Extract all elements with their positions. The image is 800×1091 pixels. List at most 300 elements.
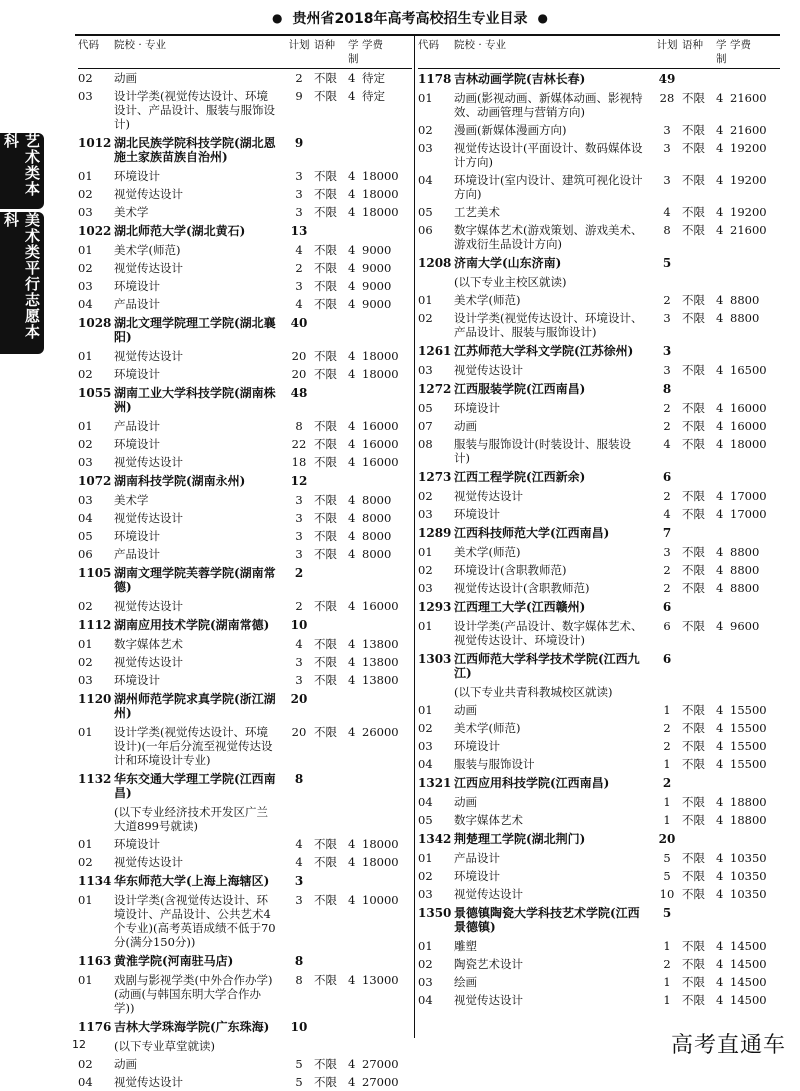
- fee-cell: [362, 692, 412, 720]
- code-cell: 1176: [78, 1020, 112, 1034]
- language-cell: 不限: [314, 261, 337, 275]
- language-cell: 不限: [682, 795, 705, 809]
- years-cell: 4: [348, 279, 356, 293]
- fee-cell: 16000: [730, 419, 767, 433]
- institution-row: [78, 563, 412, 597]
- major-row: [78, 723, 412, 769]
- fee-cell: [362, 224, 412, 238]
- plan-cell: 4: [295, 243, 303, 257]
- fee-cell: 9000: [362, 261, 392, 275]
- fee-cell: 15500: [730, 739, 767, 753]
- name-cell: 动画(影视动画、新媒体动画、影视特效、动画管理与营销方向): [454, 91, 643, 119]
- plan-cell: 8: [662, 382, 672, 396]
- language-cell: 不限: [314, 89, 337, 103]
- language-cell: [314, 136, 348, 164]
- years-cell: 4: [348, 529, 356, 543]
- years-cell: 4: [716, 887, 724, 901]
- language-cell: 不限: [682, 703, 705, 717]
- code-cell: 1022: [78, 224, 112, 238]
- name-cell: 湖南应用技术学院(湖南常德): [114, 618, 270, 632]
- years-cell: 4: [348, 437, 356, 451]
- side-tab-art-undergrad: 艺术类本科: [0, 133, 44, 209]
- fee-cell: 8000: [362, 529, 392, 543]
- header-name-cell: 院校 · 专业: [114, 39, 167, 51]
- code-cell: 02: [78, 437, 93, 451]
- code-cell: 01: [78, 419, 93, 433]
- language-cell: 不限: [682, 401, 705, 415]
- fee-cell: [730, 526, 780, 540]
- fee-cell: 13800: [362, 673, 399, 687]
- major-row: [418, 617, 780, 649]
- years-cell: [716, 685, 730, 699]
- major-row: [418, 121, 780, 139]
- language-cell: 不限: [682, 507, 705, 521]
- years-cell: 4: [348, 89, 356, 103]
- major-row: [418, 849, 780, 867]
- code-cell: 01: [418, 703, 433, 717]
- page-header: [230, 5, 590, 31]
- fee-cell: 13800: [362, 637, 399, 651]
- years-cell: 4: [716, 507, 724, 521]
- fee-cell: [362, 618, 412, 632]
- name-cell: 环境设计: [114, 529, 160, 543]
- name-cell: 视觉传达设计: [114, 349, 183, 363]
- fee-cell: 16000: [362, 599, 399, 613]
- plan-cell: 49: [658, 72, 676, 86]
- language-cell: 不限: [314, 855, 337, 869]
- fee-cell: 9000: [362, 297, 392, 311]
- major-row: [78, 241, 412, 259]
- major-row: [78, 453, 412, 471]
- major-row: [418, 811, 780, 829]
- institution-row: [78, 221, 412, 241]
- code-cell: 1350: [418, 906, 452, 920]
- code-cell: 02: [418, 311, 433, 325]
- years-cell: 4: [348, 725, 356, 739]
- years-cell: 4: [348, 205, 356, 219]
- plan-cell: 3: [294, 874, 304, 888]
- major-row: [78, 671, 412, 689]
- code-cell: 03: [418, 363, 433, 377]
- name-cell: 湖南工业大学科技学院(湖南株洲): [114, 386, 276, 414]
- language-cell: [314, 224, 348, 238]
- years-cell: 4: [348, 261, 356, 275]
- name-cell: 江西科技师范大学(江西南昌): [454, 526, 610, 540]
- language-cell: [682, 832, 716, 846]
- column-divider: [414, 36, 415, 1038]
- code-cell: 1289: [418, 526, 452, 540]
- fee-cell: 15500: [730, 757, 767, 771]
- side-tab-fine-art-parallel: 美术类平行志愿本科: [0, 212, 44, 354]
- code-cell: 03: [418, 739, 433, 753]
- major-row: [78, 653, 412, 671]
- code-cell: 01: [418, 545, 433, 559]
- years-cell: 4: [716, 619, 724, 633]
- fee-cell: [730, 776, 780, 790]
- major-row: [78, 435, 412, 453]
- code-cell: 01: [418, 851, 433, 865]
- fee-cell: 18800: [730, 813, 767, 827]
- plan-cell: 20: [290, 692, 308, 706]
- language-cell: [682, 526, 716, 540]
- code-cell: 05: [418, 813, 433, 827]
- years-cell: [348, 1039, 362, 1053]
- language-cell: 不限: [682, 173, 705, 187]
- plan-cell: 6: [663, 619, 671, 633]
- language-cell: 不限: [682, 363, 705, 377]
- fee-cell: 21600: [730, 123, 767, 137]
- plan-cell: 2: [663, 581, 671, 595]
- years-cell: 4: [348, 855, 356, 869]
- name-cell: 景德镇陶瓷大学科技艺术学院(江西景德镇): [454, 906, 640, 934]
- code-cell: 04: [78, 511, 93, 525]
- listing-column-right: [418, 37, 780, 1009]
- major-row: [418, 139, 780, 171]
- name-cell: 服装与服饰设计: [454, 757, 535, 771]
- language-cell: 不限: [314, 973, 337, 987]
- header-fee-cell: 学费: [362, 39, 383, 51]
- code-cell: 01: [78, 243, 93, 257]
- plan-cell: 3: [295, 279, 303, 293]
- name-cell: 戏剧与影视学类(中外合作办学)(动画(与韩国东明大学合作办学)): [114, 973, 273, 1015]
- code-cell: 05: [418, 205, 433, 219]
- years-cell: 4: [716, 581, 724, 595]
- code-cell: 06: [418, 223, 433, 237]
- major-row: [78, 803, 412, 835]
- name-cell: 设计学类(视觉传达设计、环境设计、产品设计、服装与服饰设计): [114, 89, 275, 131]
- page-number: 12: [72, 1038, 86, 1051]
- language-cell: 不限: [682, 739, 705, 753]
- language-cell: 不限: [314, 279, 337, 293]
- code-cell: 02: [418, 563, 433, 577]
- major-row: [78, 1037, 412, 1055]
- major-row: [418, 399, 780, 417]
- plan-cell: 3: [295, 655, 303, 669]
- institution-row: [78, 769, 412, 803]
- fee-cell: 15500: [730, 721, 767, 735]
- fee-cell: [362, 1039, 412, 1053]
- major-row: [78, 277, 412, 295]
- institution-row: [78, 471, 412, 491]
- language-cell: [682, 275, 716, 289]
- name-cell: 环境设计: [454, 401, 500, 415]
- fee-cell: 16500: [730, 363, 767, 377]
- fee-cell: [362, 316, 412, 344]
- name-cell: 绘画: [454, 975, 477, 989]
- fee-cell: 26000: [362, 725, 399, 739]
- language-cell: 不限: [314, 493, 337, 507]
- major-row: [418, 221, 780, 253]
- fee-cell: [362, 772, 412, 800]
- plan-cell: 3: [295, 893, 303, 907]
- years-cell: 4: [716, 437, 724, 451]
- code-cell: 1012: [78, 136, 112, 150]
- name-cell: 美术学(师范): [454, 721, 521, 735]
- fee-cell: 14500: [730, 993, 767, 1007]
- fee-cell: [362, 874, 412, 888]
- plan-cell: 2: [662, 776, 672, 790]
- institution-row: [418, 649, 780, 683]
- name-cell: 荆楚理工学院(湖北荆门): [454, 832, 586, 846]
- fee-cell: 9600: [730, 619, 760, 633]
- plan-cell: 28: [659, 91, 675, 105]
- code-cell: 03: [418, 507, 433, 521]
- years-cell: 4: [716, 205, 724, 219]
- institution-row: [418, 597, 780, 617]
- fee-cell: 8800: [730, 293, 760, 307]
- major-row: [78, 185, 412, 203]
- name-cell: 黄淮学院(河南驻马店): [114, 954, 234, 968]
- fee-cell: [730, 470, 780, 484]
- fee-cell: [730, 832, 780, 846]
- name-cell: 湖北师范大学(湖北黄石): [114, 224, 246, 238]
- plan-cell: 1: [663, 813, 671, 827]
- language-cell: 不限: [314, 367, 337, 381]
- code-cell: 01: [78, 893, 93, 907]
- listing-column-left: [78, 37, 412, 1091]
- years-cell: [348, 954, 362, 968]
- language-cell: [314, 316, 348, 344]
- plan-cell: 3: [663, 545, 671, 559]
- name-cell: 视觉传达设计: [114, 599, 183, 613]
- name-cell: 设计学类(视觉传达设计、环境设计)(一年后分流至视觉传达设计和环境设计专业): [114, 725, 273, 767]
- header-code-cell: 代码: [78, 39, 99, 51]
- name-cell: 环境设计: [114, 673, 160, 687]
- code-cell: 1321: [418, 776, 452, 790]
- language-cell: 不限: [314, 297, 337, 311]
- code-cell: 02: [78, 367, 93, 381]
- name-cell: 江西师范大学科学技术学院(江西九江): [454, 652, 640, 680]
- years-cell: 4: [716, 141, 724, 155]
- language-cell: 不限: [682, 581, 705, 595]
- major-row: [418, 505, 780, 523]
- years-cell: 4: [716, 545, 724, 559]
- plan-cell: 8: [294, 954, 304, 968]
- years-cell: 4: [716, 123, 724, 137]
- years-cell: 4: [348, 297, 356, 311]
- language-cell: [682, 72, 716, 86]
- fee-cell: [362, 386, 412, 414]
- language-cell: [682, 600, 716, 614]
- major-row: [418, 937, 780, 955]
- fee-cell: [362, 805, 412, 833]
- plan-cell: 8: [663, 223, 671, 237]
- plan-cell: 8: [294, 772, 304, 786]
- plan-cell: 3: [295, 493, 303, 507]
- fee-cell: [730, 906, 780, 934]
- name-cell: 美术学(师范): [454, 545, 521, 559]
- years-cell: 4: [716, 957, 724, 971]
- fee-cell: [730, 275, 780, 289]
- institution-row: [78, 871, 412, 891]
- major-row: [418, 719, 780, 737]
- years-cell: [348, 566, 362, 594]
- code-cell: 01: [78, 837, 93, 851]
- institution-row: [418, 773, 780, 793]
- code-cell: 1178: [418, 72, 452, 86]
- name-cell: 美术学: [114, 493, 149, 507]
- years-cell: 4: [716, 757, 724, 771]
- major-row: [418, 737, 780, 755]
- language-cell: [682, 382, 716, 396]
- major-row: [78, 1073, 412, 1091]
- plan-cell: 1: [663, 757, 671, 771]
- name-cell: 美术学: [114, 205, 149, 219]
- code-cell: 02: [418, 489, 433, 503]
- code-cell: 03: [78, 455, 93, 469]
- code-cell: 1303: [418, 652, 452, 666]
- fee-cell: 14500: [730, 975, 767, 989]
- code-cell: 1208: [418, 256, 452, 270]
- language-cell: 不限: [682, 975, 705, 989]
- name-cell: 视觉传达设计: [454, 993, 523, 1007]
- code-cell: 1273: [418, 470, 452, 484]
- language-cell: 不限: [682, 141, 705, 155]
- years-cell: [348, 386, 362, 414]
- fee-cell: 18000: [362, 187, 399, 201]
- plan-cell: 6: [662, 652, 672, 666]
- language-cell: 不限: [314, 71, 337, 85]
- header-rule: [75, 34, 780, 36]
- header-name-cell: 院校 · 专业: [454, 39, 507, 51]
- code-cell: 02: [78, 187, 93, 201]
- plan-cell: 3: [662, 344, 672, 358]
- name-cell: 动画: [454, 419, 477, 433]
- major-row: [418, 543, 780, 561]
- institution-row: [78, 1017, 412, 1037]
- name-cell: 环境设计(含职教师范): [454, 563, 567, 577]
- name-cell: (以下专业共青科教城校区就读): [454, 685, 613, 699]
- fee-cell: 16000: [362, 455, 399, 469]
- fee-cell: 16000: [362, 419, 399, 433]
- institution-row: [78, 133, 412, 167]
- fee-cell: [362, 954, 412, 968]
- header-years-cell: 学制: [716, 39, 727, 65]
- fee-cell: 8800: [730, 545, 760, 559]
- major-row: [78, 597, 412, 615]
- code-cell: 1112: [78, 618, 112, 632]
- table-header: [78, 37, 412, 69]
- major-row: [418, 683, 780, 701]
- years-cell: [716, 256, 730, 270]
- name-cell: 江西应用科技学院(江西南昌): [454, 776, 610, 790]
- name-cell: (以下专业经济技术开发区广兰大道899号就读): [114, 805, 268, 833]
- major-row: [418, 487, 780, 505]
- code-cell: 05: [418, 401, 433, 415]
- fee-cell: 19200: [730, 173, 767, 187]
- fee-cell: 8000: [362, 493, 392, 507]
- language-cell: 不限: [682, 545, 705, 559]
- fee-cell: 18000: [362, 169, 399, 183]
- language-cell: [314, 692, 348, 720]
- plan-cell: 4: [663, 507, 671, 521]
- years-cell: 4: [716, 703, 724, 717]
- institution-row: [78, 615, 412, 635]
- language-cell: [314, 805, 348, 833]
- plan-cell: 2: [295, 71, 303, 85]
- header-code-cell: 代码: [418, 39, 439, 51]
- plan-cell: 10: [659, 887, 675, 901]
- institution-row: [78, 689, 412, 723]
- years-cell: 4: [348, 973, 356, 987]
- years-cell: 4: [716, 173, 724, 187]
- language-cell: 不限: [682, 205, 705, 219]
- name-cell: 视觉传达设计: [114, 455, 183, 469]
- years-cell: [348, 618, 362, 632]
- language-cell: 不限: [682, 619, 705, 633]
- language-cell: 不限: [314, 1057, 337, 1071]
- years-cell: [348, 772, 362, 800]
- major-row: [78, 365, 412, 383]
- language-cell: 不限: [314, 437, 337, 451]
- major-row: [418, 793, 780, 811]
- years-cell: [348, 224, 362, 238]
- years-cell: 4: [348, 187, 356, 201]
- years-cell: 4: [348, 837, 356, 851]
- code-cell: 03: [418, 887, 433, 901]
- fee-cell: 9000: [362, 279, 392, 293]
- code-cell: 01: [418, 939, 433, 953]
- fee-cell: 18000: [362, 837, 399, 851]
- language-cell: 不限: [314, 547, 337, 561]
- code-cell: 01: [78, 725, 93, 739]
- name-cell: 产品设计: [114, 297, 160, 311]
- language-cell: 不限: [314, 599, 337, 613]
- plan-cell: 1: [663, 939, 671, 953]
- years-cell: [716, 72, 730, 86]
- watermark-text: 高考直通车: [670, 1033, 786, 1058]
- plan-cell: 3: [295, 169, 303, 183]
- plan-cell: 1: [663, 795, 671, 809]
- plan-cell: 20: [291, 367, 307, 381]
- name-cell: 雕塑: [454, 939, 477, 953]
- fee-cell: 17000: [730, 507, 767, 521]
- language-cell: 不限: [314, 455, 337, 469]
- name-cell: 江西理工大学(江西赣州): [454, 600, 586, 614]
- plan-cell: 1: [663, 993, 671, 1007]
- language-cell: 不限: [682, 813, 705, 827]
- code-cell: 04: [418, 757, 433, 771]
- language-cell: 不限: [314, 529, 337, 543]
- code-cell: 02: [78, 261, 93, 275]
- language-cell: 不限: [682, 869, 705, 883]
- major-row: [418, 361, 780, 379]
- name-cell: 视觉传达设计: [114, 1075, 183, 1089]
- page-title: 贵州省2018年高考高校招生专业目录: [292, 11, 528, 27]
- language-cell: 不限: [682, 851, 705, 865]
- years-cell: [716, 906, 730, 934]
- major-row: [418, 89, 780, 121]
- major-row: [78, 545, 412, 563]
- major-row: [78, 347, 412, 365]
- years-cell: 4: [716, 993, 724, 1007]
- institution-row: [78, 313, 412, 347]
- years-cell: 4: [716, 91, 724, 105]
- name-cell: 美术学(师范): [454, 293, 521, 307]
- fee-cell: [730, 652, 780, 680]
- language-cell: 不限: [314, 655, 337, 669]
- plan-cell: 8: [295, 419, 303, 433]
- plan-cell: 6: [662, 600, 672, 614]
- code-cell: 02: [418, 721, 433, 735]
- major-row: [418, 991, 780, 1009]
- code-cell: 03: [78, 279, 93, 293]
- years-cell: 4: [716, 363, 724, 377]
- fee-cell: 18000: [362, 205, 399, 219]
- language-cell: 不限: [682, 939, 705, 953]
- plan-cell: 2: [663, 419, 671, 433]
- language-cell: [314, 874, 348, 888]
